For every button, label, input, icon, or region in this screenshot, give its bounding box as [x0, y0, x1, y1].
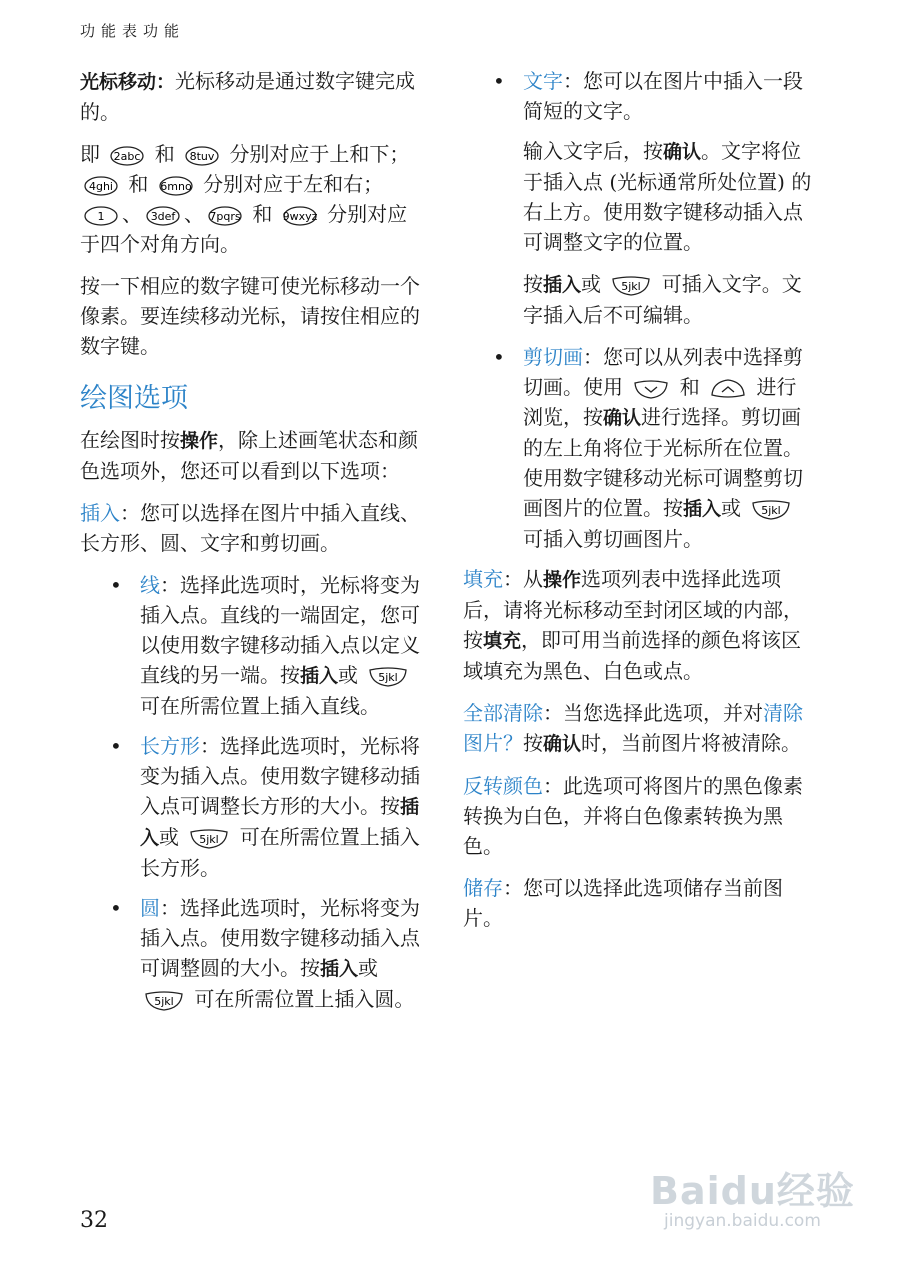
scroll-up-key-icon — [709, 378, 747, 400]
text-paragraph-2 — [523, 136, 813, 257]
text-p2: 。文字将位于插入点 (光标通常所处位置) 的右上方。使用数字键移动插入点可调整文字的位置。 — [523, 139, 812, 254]
text-text: ：您可以在图片中插入一段简短的文字。 — [523, 69, 803, 123]
svg-text:5jkl: 5jkl — [154, 994, 174, 1008]
clear-label: 全部清除 — [463, 701, 543, 725]
fill-fill: 填充 — [483, 630, 522, 652]
mapping-and: 和 — [128, 172, 149, 196]
insert-label: 插入 — [80, 501, 120, 525]
key-2-icon — [109, 145, 145, 167]
bullet-icon: • — [110, 573, 122, 597]
bullet-icon: • — [493, 345, 505, 369]
key-8-icon — [184, 145, 220, 167]
clip-text: ：您可以从列表中选择剪切画。使用 — [523, 345, 803, 399]
clip-text: 进行浏览，按 — [523, 375, 797, 429]
key-9-icon — [282, 205, 318, 227]
mapping-text: 分别对应于上和下； — [229, 142, 410, 166]
bullet-icon: • — [110, 734, 122, 758]
text-p3: 可插入文字。文字插入后不可编辑。 — [523, 272, 802, 327]
svg-text:5jkl: 5jkl — [621, 279, 642, 293]
text-p3: 按 — [523, 272, 543, 296]
clear-text: 时，当前图片将被清除。 — [581, 731, 802, 755]
svg-text:8tuv: 8tuv — [189, 149, 215, 163]
clip-and: 和 — [679, 375, 700, 399]
svg-text:3def: 3def — [150, 209, 176, 223]
fill-text: ，即可用当前选择的颜色将该区域填充为黑色、白色或点。 — [463, 628, 802, 683]
intro-text: 在绘图时按 — [80, 428, 180, 452]
circle-insert: 插入 — [320, 958, 359, 980]
rect-text: 可在所需位置上插入长方形。 — [140, 825, 420, 880]
left-column — [80, 66, 425, 1024]
clip-label: 剪切画 — [523, 345, 583, 369]
circle-or: 或 — [358, 956, 379, 980]
key-5-icon — [143, 990, 185, 1012]
intro-text: ，除上述画笔状态和颜色选项外，您还可以看到以下选项： — [80, 428, 419, 483]
svg-text:1: 1 — [97, 209, 105, 223]
watermark-url: jingyan.baidu.com — [664, 1211, 821, 1231]
clip-or: 或 — [721, 496, 742, 520]
key-1-icon — [83, 205, 119, 227]
insert-options-list — [110, 570, 425, 1014]
scroll-down-key-icon — [632, 378, 670, 400]
drawing-options-heading: 绘图选项 — [80, 383, 188, 414]
line-or: 或 — [338, 663, 359, 687]
list-item-text — [493, 66, 813, 126]
insert-text: ：您可以选择在图片中插入直线、长方形、圆、文字和剪切画。 — [80, 501, 420, 555]
watermark-logo: Baidu经验 — [650, 1169, 855, 1213]
mapping-word: 即 — [80, 142, 100, 166]
text-paragraph-3 — [523, 269, 813, 330]
bullet-icon: • — [110, 896, 122, 920]
clear-confirm: 确认 — [543, 733, 582, 755]
text-confirm: 确认 — [663, 141, 702, 163]
rect-text: ：选择此选项时，光标将变为插入点。使用数字键移动插入点可调整长方形的大小。按 — [140, 734, 420, 818]
key-4-icon — [83, 175, 119, 197]
line-label: 线 — [140, 573, 160, 597]
mapping-separator: 、 — [122, 202, 142, 226]
clip-insert: 插入 — [683, 498, 722, 520]
fill-op: 操作 — [543, 569, 582, 591]
line-text: ：选择此选项时，光标将变为插入点。直线的一端固定，您可以使用数字键移动插入点以定义直线的另一端。按 — [140, 573, 420, 687]
svg-text:4ghi: 4ghi — [88, 179, 114, 193]
clear-paragraph — [463, 698, 813, 759]
svg-text:5jkl: 5jkl — [199, 832, 220, 846]
save-paragraph — [463, 873, 813, 933]
press-paragraph: 按一下相应的数字键可使光标移动一个像素。要连续移动光标，请按住相应的数字键。 — [80, 274, 420, 358]
invert-text: ：此选项可将图片的黑色像素转换为白色，并将白色像素转换为黑色。 — [463, 774, 803, 858]
key-7-icon — [207, 205, 243, 227]
svg-text:5jkl: 5jkl — [378, 670, 399, 684]
svg-text:9wxyz: 9wxyz — [282, 209, 318, 223]
page-number: 32 — [80, 1208, 108, 1233]
clear-prompt: 清除图片？ — [463, 701, 803, 755]
text-insert: 插入 — [543, 274, 582, 296]
rect-label: 长方形 — [140, 734, 200, 758]
svg-text:7pqrs: 7pqrs — [209, 209, 241, 223]
fill-text: ：从 — [503, 567, 543, 591]
key-5-icon — [610, 275, 652, 297]
bullet-icon: • — [493, 69, 505, 93]
list-item-line — [110, 570, 425, 721]
cursor-move-text: 光标移动是通过数字键完成的。 — [80, 69, 416, 124]
circle-text: 可在所需位置上插入圆。 — [194, 987, 415, 1011]
key-3-icon — [145, 205, 181, 227]
list-item-circle — [110, 893, 425, 1014]
fill-label: 填充 — [463, 567, 503, 591]
invert-paragraph — [463, 771, 813, 861]
mapping-and: 和 — [154, 142, 175, 166]
line-text: 可在所需位置上插入直线。 — [140, 694, 380, 718]
line-insert: 插入 — [300, 665, 339, 687]
circle-text: ：选择此选项时，光标将变为插入点。使用数字键移动插入点可调整圆的大小。按 — [140, 896, 420, 980]
section-header: 功能表功能 — [80, 22, 186, 40]
mapping-and: 和 — [252, 202, 273, 226]
svg-text:2abc: 2abc — [113, 149, 141, 163]
key-6-icon — [158, 175, 194, 197]
mapping-text: 分别对应于左和右； — [203, 172, 384, 196]
clip-text: 进行选择。剪切画的左上角将位于光标所在位置。使用数字键移动光标可调整剪切画图片的位置。按 — [523, 405, 803, 520]
clip-confirm: 确认 — [603, 407, 642, 429]
save-label: 储存 — [463, 876, 503, 900]
list-item-rectangle — [110, 731, 425, 883]
svg-text:6mno: 6mno — [160, 179, 192, 193]
right-column — [463, 66, 813, 945]
key-5-icon — [750, 499, 792, 521]
key-5-icon — [188, 828, 230, 850]
insert-paragraph — [80, 498, 425, 558]
cursor-move-paragraph — [80, 66, 425, 127]
mapping-separator: 、 — [184, 202, 204, 226]
circle-label: 圆 — [140, 896, 160, 920]
rect-insert: 插入 — [140, 796, 420, 849]
text-or: 或 — [581, 272, 602, 296]
intro-paragraph — [80, 425, 425, 486]
rect-or: 或 — [159, 825, 180, 849]
fill-paragraph — [463, 564, 813, 686]
baidu-watermark — [650, 1160, 870, 1260]
clear-text: ：当您选择此选项，并对 — [543, 701, 763, 725]
text-p2: 输入文字后，按 — [523, 139, 663, 163]
svg-text:5jkl: 5jkl — [761, 503, 782, 517]
invert-label: 反转颜色 — [463, 774, 543, 798]
clip-text: 可插入剪切画图片。 — [523, 527, 703, 551]
save-text: ：您可以选择此选项储存当前图片。 — [463, 876, 783, 930]
intro-op: 操作 — [180, 430, 219, 452]
fill-text: 选项列表中选择此选项后，请将光标移动至封闭区域的内部，按 — [463, 567, 803, 652]
clear-text: 按 — [523, 731, 543, 755]
mapping-text: 分别对应于四个对角方向。 — [80, 202, 408, 256]
key-5-icon — [367, 666, 409, 688]
list-item-clipart — [493, 342, 813, 554]
text-label: 文字 — [523, 69, 563, 93]
key-mapping-paragraph — [80, 139, 425, 259]
cursor-move-title: 光标移动： — [80, 71, 176, 93]
